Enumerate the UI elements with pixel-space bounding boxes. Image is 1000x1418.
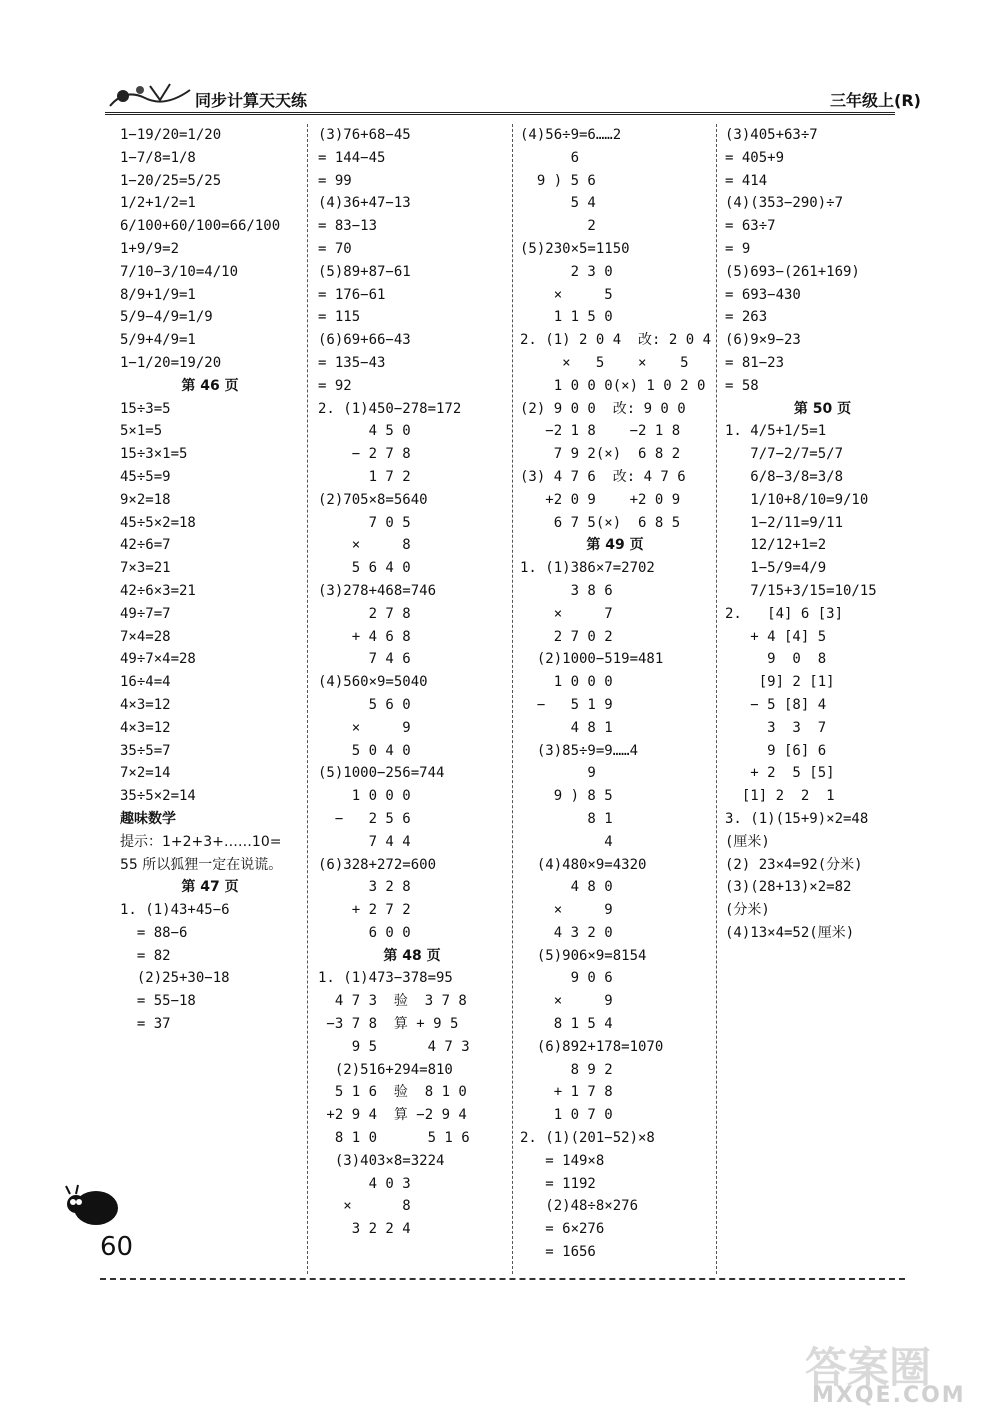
- answer-line: 4×3=12: [120, 696, 171, 713]
- answer-line: 5 6 4 0: [318, 560, 411, 577]
- answer-line: 16÷4=4: [120, 674, 171, 691]
- answer-line: − 2 7 8: [318, 446, 411, 463]
- header-divider: [105, 112, 895, 115]
- answer-line: 45÷5×2=18: [120, 514, 196, 531]
- answer-line: 6/100+60/100=66/100: [120, 218, 281, 235]
- answer-line: (3)85÷9=9……4: [520, 742, 639, 759]
- answer-line: +2 0 9 +2 0 9: [520, 491, 681, 508]
- answer-line: 1 0 0 0(×) 1 0 2 0: [520, 377, 706, 394]
- column-divider: [716, 124, 717, 1274]
- column-divider: [512, 124, 513, 1274]
- answer-line: 2. [4] 6 [3]: [725, 605, 844, 622]
- answer-line: = 99: [318, 172, 352, 189]
- answer-line: = 1656: [520, 1244, 596, 1261]
- answer-line: = 6×276: [520, 1221, 605, 1238]
- answer-line: (3)278+468=746: [318, 582, 437, 599]
- header-brand: 同步计算天天练: [195, 91, 308, 110]
- answer-line: [9] 2 [1]: [725, 674, 835, 691]
- answer-line: + 4 6 8: [318, 628, 411, 645]
- answer-line: × 5: [520, 286, 613, 303]
- answer-line: 7/7−2/7=5/7: [725, 446, 844, 463]
- answer-line: = 149×8: [520, 1152, 605, 1169]
- answer-line: 8 1 5 4: [520, 1016, 613, 1033]
- answer-column-2: [318, 124, 506, 1268]
- answer-line: = 58: [725, 377, 759, 394]
- answer-line: = 414: [725, 172, 768, 189]
- answer-line: (3)(28+13)×2=82: [725, 879, 852, 896]
- answer-line: (4)480×9=4320: [520, 856, 647, 873]
- answer-line: 4 7 3 验 3 7 8: [318, 993, 467, 1010]
- answer-line: 4 3 2 0: [520, 924, 613, 941]
- answer-line: 1. 4/5+1/5=1: [725, 423, 827, 440]
- answer-line: 4 5 0: [318, 423, 411, 440]
- answer-line: (6)328+272=600: [318, 856, 437, 873]
- answer-line: 7/15+3/15=10/15: [725, 582, 877, 599]
- answer-line: 1 0 0 0: [520, 674, 613, 691]
- answer-line: 9 [6] 6: [725, 742, 827, 759]
- answer-line: 8 1: [520, 810, 613, 827]
- answer-line: = 81−23: [725, 354, 785, 371]
- answer-line: × 8: [318, 1198, 411, 1215]
- answer-line: 1. (1)386×7=2702: [520, 560, 655, 577]
- answer-line: = 1192: [520, 1175, 596, 1192]
- answer-line: 5 6 0: [318, 696, 411, 713]
- answer-line: = 83−13: [318, 218, 378, 235]
- answer-line: 9×2=18: [120, 491, 171, 508]
- answer-line: 6 7 5(×) 6 8 5: [520, 514, 681, 531]
- answer-line: 5 0 4 0: [318, 742, 411, 759]
- answer-line: 第 47 页: [181, 879, 239, 896]
- watermark-url: MXQE.COM: [812, 1383, 966, 1408]
- answer-line: 1−20/25=5/25: [120, 172, 222, 189]
- answer-line: = 115: [318, 309, 361, 326]
- column-divider: [307, 124, 308, 1274]
- answer-line: − 5 [8] 4: [725, 696, 827, 713]
- answer-line: × 9: [520, 902, 613, 919]
- answer-line: (3)405+63÷7: [725, 127, 818, 143]
- answer-line: 6: [520, 149, 580, 166]
- answer-line: = 176−61: [318, 286, 386, 303]
- answer-line: 1 0 7 0: [520, 1107, 613, 1124]
- answer-line: 9 ) 8 5: [520, 788, 613, 805]
- answer-line: (4)36+47−13: [318, 195, 411, 212]
- answer-line: −3 7 8 算 + 9 5: [318, 1016, 459, 1033]
- answer-line: 7×2=14: [120, 765, 171, 782]
- answer-line: 7 9 2(×) 6 8 2: [520, 446, 681, 463]
- answer-line: 5/9−4/9=1/9: [120, 309, 213, 326]
- answer-column-4: [725, 124, 920, 1268]
- answer-line: 7×3=21: [120, 560, 171, 577]
- answer-line: 1. (1)43+45−6: [120, 902, 230, 919]
- answer-line: (6)892+178=1070: [520, 1038, 664, 1055]
- answer-line: = 693−430: [725, 286, 801, 303]
- answer-line: 7 0 5: [318, 514, 411, 531]
- answer-line: 4×3=12: [120, 719, 171, 736]
- answer-line: (2)25+30−18: [120, 970, 230, 987]
- answer-line: (5)906×9=8154: [520, 947, 647, 964]
- answer-line: (2)1000−519=481: [520, 651, 664, 668]
- answer-line: = 263: [725, 309, 768, 326]
- answer-line: (2) 9 0 0 改: 9 0 0: [520, 400, 686, 417]
- answer-line: 5/9+4/9=1: [120, 332, 196, 349]
- answer-line: = 37: [120, 1016, 171, 1033]
- answer-line: (4)13×4=52(厘米): [725, 924, 855, 941]
- answer-line: 9 5 4 7 3: [318, 1038, 470, 1055]
- answer-line: 4 8 0: [520, 879, 613, 896]
- answer-line: (4)560×9=5040: [318, 674, 428, 691]
- footer-divider: [100, 1278, 905, 1280]
- answer-line: 9 0 8: [725, 651, 827, 668]
- answer-line: 35÷5×2=14: [120, 788, 196, 805]
- answer-line: 6/8−3/8=3/8: [725, 468, 844, 485]
- answer-line: (3)403×8=3224: [318, 1152, 445, 1169]
- answer-line: 1/2+1/2=1: [120, 195, 196, 212]
- answer-line: × 8: [318, 537, 411, 554]
- answer-line: 1 1 5 0: [520, 309, 613, 326]
- answer-line: 第 49 页: [586, 537, 644, 554]
- answer-line: × 9: [318, 719, 411, 736]
- answer-line: + 1 7 8: [520, 1084, 613, 1101]
- answer-line: 1−19/20=1/20: [120, 127, 222, 143]
- answer-line: = 144−45: [318, 149, 386, 166]
- answer-line: (2)516+294=810: [318, 1061, 453, 1078]
- answer-line: 趣味数学: [120, 810, 176, 827]
- answer-line: 15÷3×1=5: [120, 446, 188, 463]
- answer-line: 7/10−3/10=4/10: [120, 263, 239, 280]
- answer-line: 7 4 6: [318, 651, 411, 668]
- answer-column-3: [520, 124, 710, 1268]
- answer-line: 49÷7=7: [120, 605, 171, 622]
- answer-line: 55 所以狐狸一定在说谎。: [120, 856, 283, 873]
- answer-line: (分米): [725, 902, 770, 919]
- answer-line: = 82: [120, 947, 171, 964]
- answer-line: 4 0 3: [318, 1175, 411, 1192]
- header-grade: 三年级上(R): [830, 91, 921, 110]
- answer-line: 9 0 6: [520, 970, 613, 987]
- answer-line: − 5 1 9: [520, 696, 613, 713]
- answer-line: (5)89+87−61: [318, 263, 411, 280]
- answer-line: 3. (1)(15+9)×2=48: [725, 810, 869, 827]
- answer-line: 7 4 4: [318, 833, 411, 850]
- answer-line: 35÷5=7: [120, 742, 171, 759]
- answer-line: 5 1 6 验 8 1 0: [318, 1084, 467, 1101]
- answer-line: (3)76+68−45: [318, 127, 411, 143]
- answer-line: 2. (1) 2 0 4 改: 2 0 4: [520, 332, 712, 349]
- answer-line: = 70: [318, 240, 352, 257]
- answer-line: (4)(353−290)÷7: [725, 195, 844, 212]
- answer-line: 42÷6=7: [120, 537, 171, 554]
- answer-line: 42÷6×3=21: [120, 582, 196, 599]
- answer-line: 1+9/9=2: [120, 240, 180, 257]
- answer-line: = 405+9: [725, 149, 785, 166]
- answer-line: 1. (1)473−378=95: [318, 970, 453, 987]
- answer-line: × 7: [520, 605, 613, 622]
- answer-line: 9 ) 5 6: [520, 172, 596, 189]
- answer-line: (6)69+66−43: [318, 332, 411, 349]
- answer-line: (厘米): [725, 833, 770, 850]
- answer-line: 1 7 2: [318, 468, 411, 485]
- answer-line: 15÷3=5: [120, 400, 171, 417]
- answer-line: 12/12+1=2: [725, 537, 827, 554]
- answer-line: −2 1 8 −2 1 8: [520, 423, 681, 440]
- answer-line: 45÷5=9: [120, 468, 171, 485]
- answer-line: + 4 [4] 5: [725, 628, 827, 645]
- answer-line: = 88−6: [120, 924, 188, 941]
- answer-line: 第 48 页: [383, 947, 441, 964]
- brand-logo-icon: [105, 78, 195, 112]
- answer-line: − 2 5 6: [318, 810, 411, 827]
- answer-line: = 55−18: [120, 993, 196, 1010]
- answer-line: 1 0 0 0: [318, 788, 411, 805]
- answer-column-1: [120, 124, 300, 1268]
- answer-line: 1−7/8=1/8: [120, 149, 196, 166]
- answer-line: (2) 23×4=92(分米): [725, 856, 863, 873]
- answer-line: (4)56÷9=6……2: [520, 127, 622, 143]
- answer-line: (2)705×8=5640: [318, 491, 428, 508]
- answer-line: 3 3 7: [725, 719, 827, 736]
- answer-line: 4 8 1: [520, 719, 613, 736]
- answer-line: (5)1000−256=744: [318, 765, 445, 782]
- answer-line: +2 9 4 算 −2 9 4: [318, 1107, 467, 1124]
- answer-line: 3 2 8: [318, 879, 411, 896]
- answer-line: = 63÷7: [725, 218, 776, 235]
- answer-line: 2 3 0: [520, 263, 613, 280]
- answer-line: 2 7 0 2: [520, 628, 613, 645]
- answer-line: 第 46 页: [181, 377, 239, 394]
- answer-line: 1−2/11=9/11: [725, 514, 844, 531]
- answer-line: (5)693−(261+169): [725, 263, 860, 280]
- answer-line: 第 50 页: [793, 400, 852, 417]
- answer-line: 1−1/20=19/20: [120, 354, 222, 371]
- answer-line: 1−5/9=4/9: [725, 560, 827, 577]
- answer-line: 49÷7×4=28: [120, 651, 196, 668]
- answer-line: 4: [520, 833, 613, 850]
- answer-line: 5 4: [520, 195, 596, 212]
- answer-line: 2 7 8: [318, 605, 411, 622]
- answer-line: + 2 7 2: [318, 902, 411, 919]
- answer-line: (6)9×9−23: [725, 332, 801, 349]
- answer-line: (3) 4 7 6 改: 4 7 6: [520, 468, 686, 485]
- answer-line: 2. (1)(201−52)×8: [520, 1130, 655, 1147]
- watermark-logo: 答案圈: [805, 1343, 932, 1392]
- answer-line: = 135−43: [318, 354, 386, 371]
- ladybug-icon: [62, 1182, 122, 1228]
- answer-line: (2)48÷8×276: [520, 1198, 639, 1215]
- answer-line: 8/9+1/9=1: [120, 286, 196, 303]
- answer-line: 2: [520, 218, 596, 235]
- answer-line: + 2 5 [5]: [725, 765, 835, 782]
- answer-line: 提示：1+2+3+……10=: [120, 833, 282, 850]
- answer-line: [1] 2 2 1: [725, 788, 835, 805]
- answer-line: 6 0 0: [318, 924, 411, 941]
- answer-line: = 9: [725, 240, 751, 257]
- answer-line: 8 1 0 5 1 6: [318, 1130, 470, 1147]
- answer-line: 9: [520, 765, 596, 782]
- answer-line: (5)230×5=1150: [520, 240, 630, 257]
- answer-line: 8 9 2: [520, 1061, 613, 1078]
- answer-line: 3 8 6: [520, 582, 613, 599]
- answer-line: 7×4=28: [120, 628, 171, 645]
- answer-line: 3 2 2 4: [318, 1221, 411, 1238]
- answer-line: × 5 × 5: [520, 354, 689, 371]
- answer-line: 1/10+8/10=9/10: [725, 491, 869, 508]
- answer-line: 2. (1)450−278=172: [318, 400, 462, 417]
- page-number: 60: [100, 1232, 134, 1262]
- answer-line: × 9: [520, 993, 613, 1010]
- answer-line: 5×1=5: [120, 423, 163, 440]
- answer-line: = 92: [318, 377, 352, 394]
